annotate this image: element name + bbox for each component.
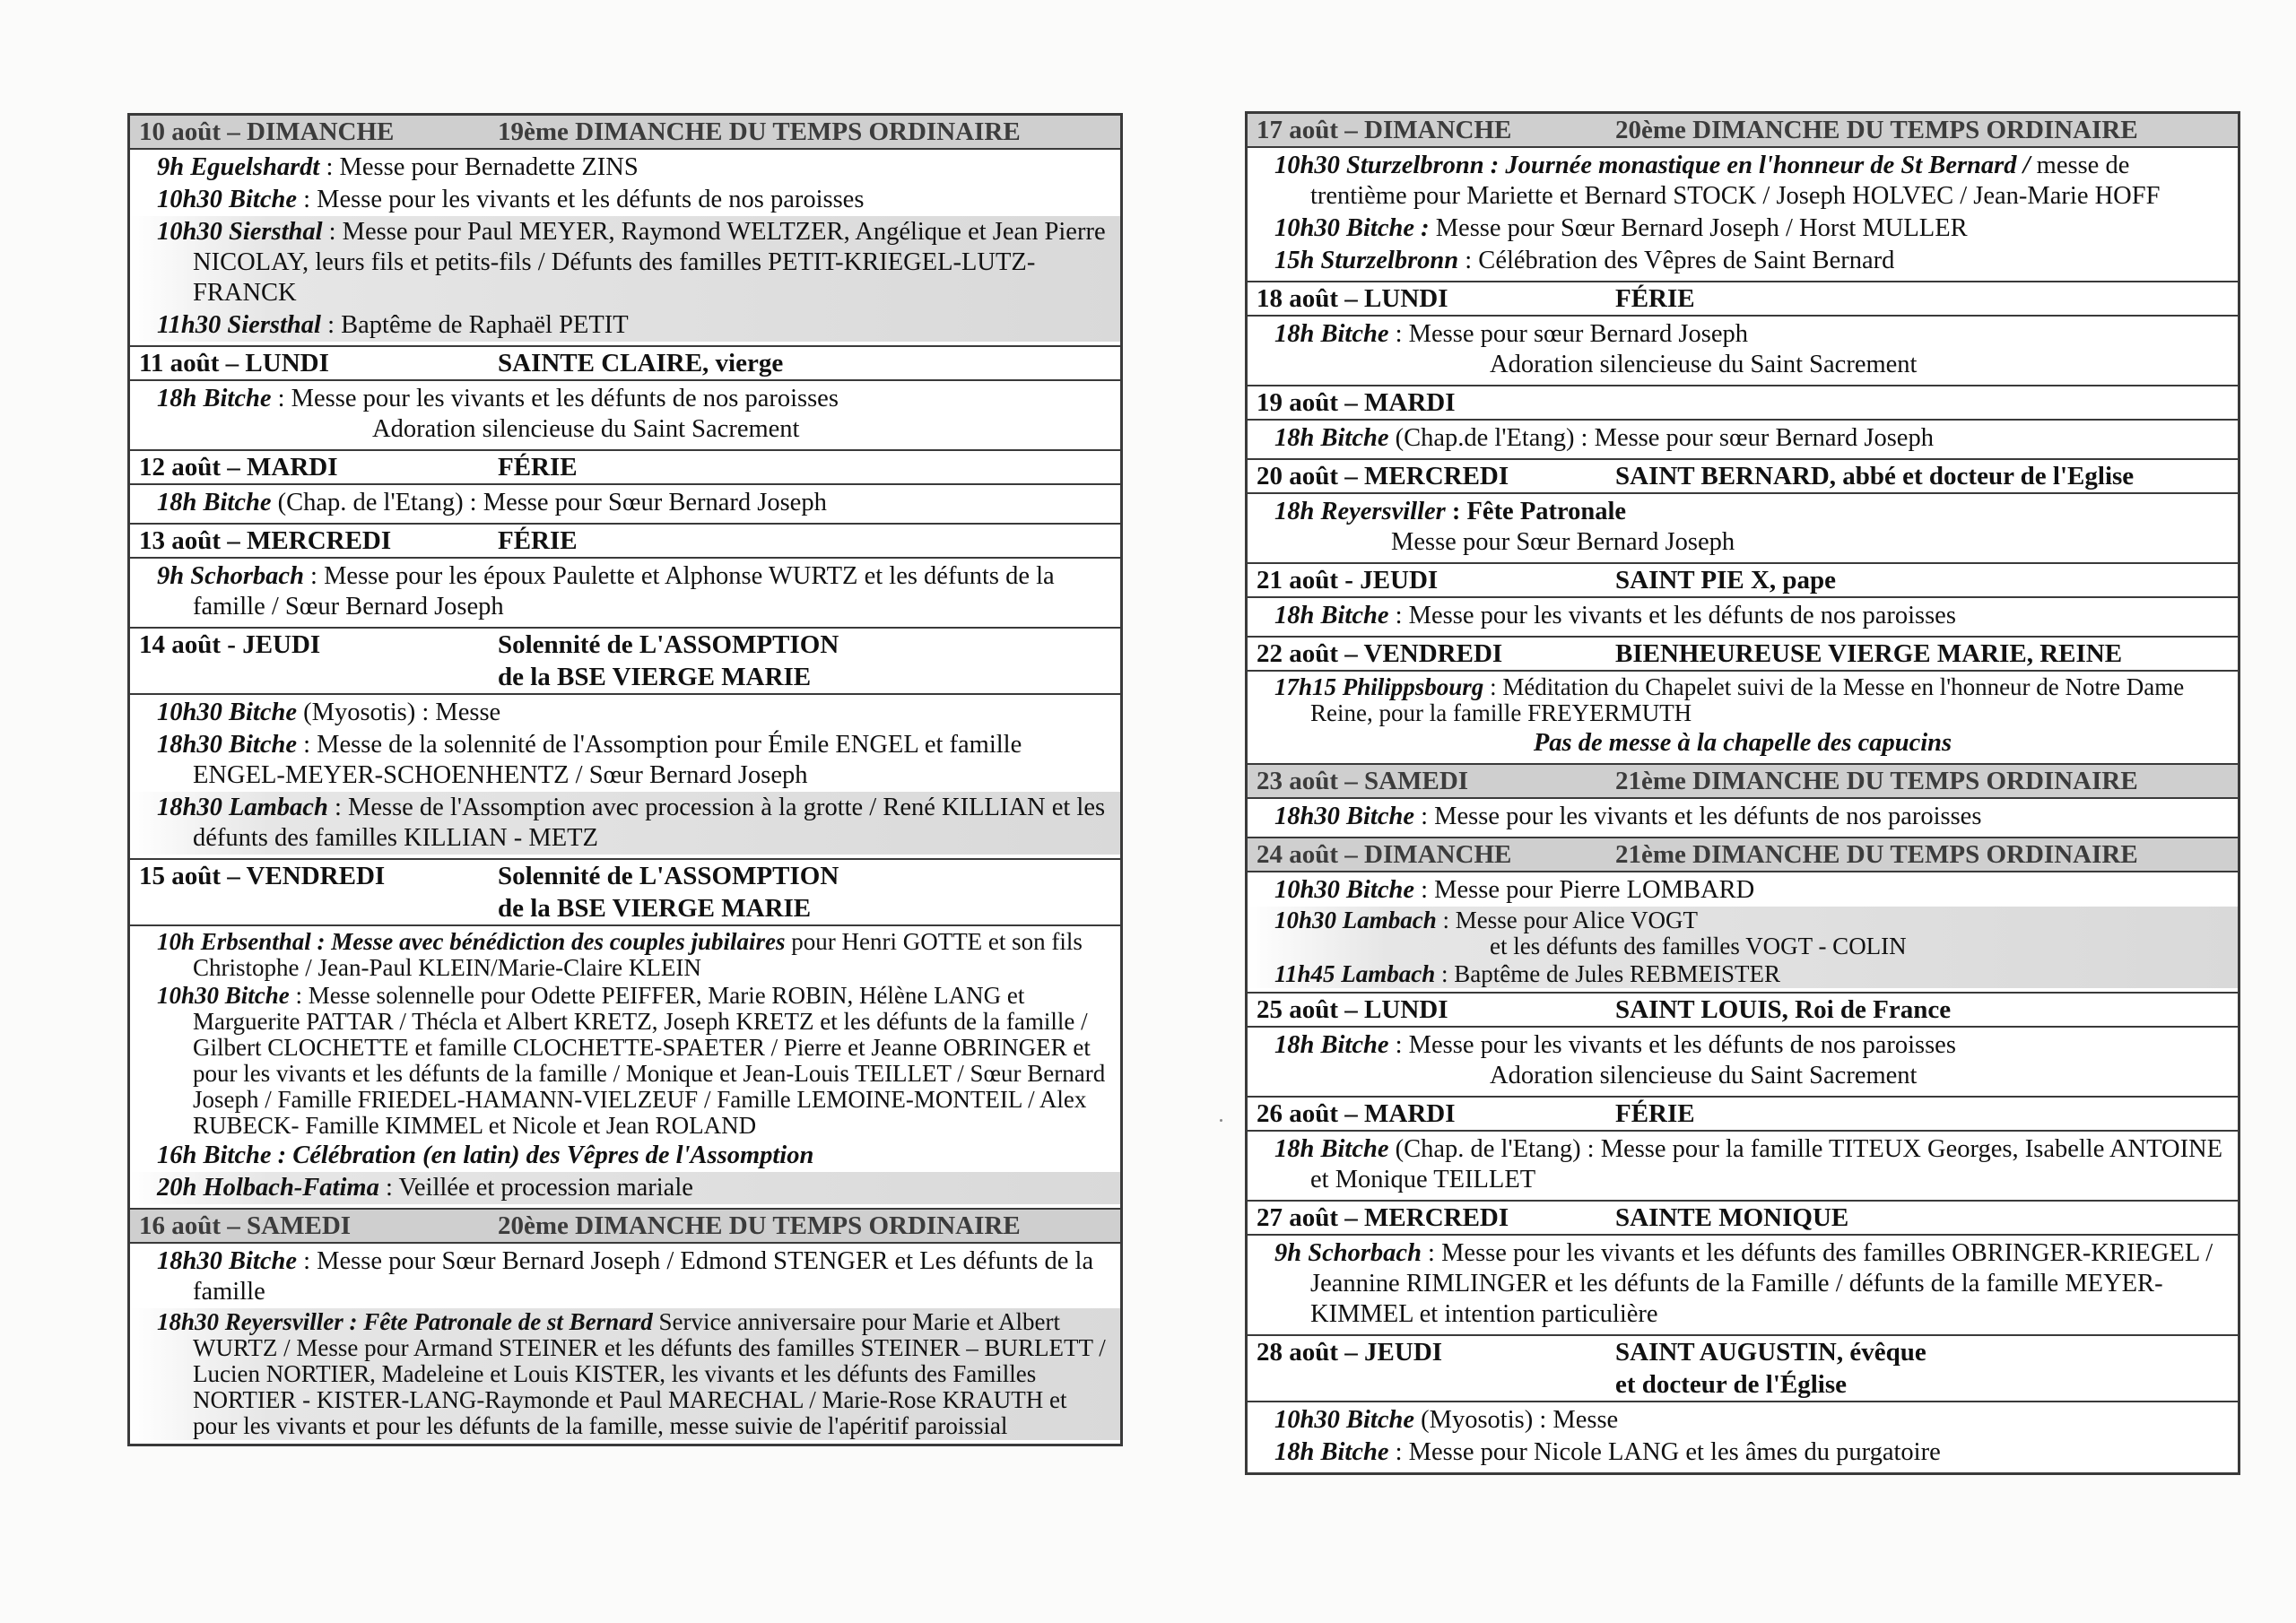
mass-entries	[1248, 872, 2238, 992]
mass-entry	[130, 383, 1120, 446]
mass-entry	[130, 1172, 1120, 1204]
day-date: 12 août – MARDI	[139, 453, 338, 482]
entry-text: : Messe de la solennité de l'Assomption pour Émile ENGEL et famille ENGEL-MEYER-SCHOENHENTZ / Sœur Bernard Joseph	[193, 731, 1022, 789]
entry-text: : Messe pour les vivants et les défunts de nos paroisses	[1413, 803, 1982, 830]
mass-entry	[130, 152, 1120, 184]
feast-line: de la BSE VIERGE MARIE	[498, 894, 812, 923]
mass-entry	[130, 729, 1120, 792]
place-time: 10h30 Bitche	[157, 982, 290, 1009]
place-time: 18h Bitche	[1274, 602, 1389, 629]
entry-text: : Célébration des Vêpres de Saint Bernard	[1458, 247, 1895, 274]
mass-entry	[130, 1140, 1120, 1172]
mass-entry	[1248, 907, 2238, 960]
place-time: 11h30 Siersthal	[157, 311, 321, 339]
entry-text: messe de trentième pour Mariette et Bernard STOCK / Joseph HOLVEC / Jean-Marie HOFF	[1310, 152, 2161, 210]
liturgical-feast	[1615, 1098, 2229, 1130]
day-header	[130, 525, 1120, 559]
day-date: 25 août – LUNDI	[1257, 995, 1448, 1024]
place-time: 10h30 Lambach	[1274, 907, 1437, 933]
scan-speck	[1220, 1119, 1222, 1122]
place-time: 18h Bitche	[1274, 1135, 1389, 1163]
mass-entry	[1248, 801, 2238, 833]
mass-entries	[130, 485, 1120, 523]
day-header	[1248, 1098, 2238, 1132]
day-header	[130, 629, 1120, 695]
mass-entries	[1248, 1132, 2238, 1200]
entry-text: : Méditation du Chapelet suivi de la Messe en l'honneur de Notre Dame Reine, pour la famille FREYERMUTH	[1310, 673, 2185, 726]
entry-text: : Messe pour les époux Paulette et Alphonse WURTZ et les défunts de la famille / Sœur Bernard Joseph	[193, 562, 1055, 621]
feast-line: FÉRIE	[498, 453, 578, 482]
mass-entry	[130, 184, 1120, 216]
liturgical-feast	[1615, 994, 2229, 1026]
entry-text: : Messe pour Paul MEYER, Raymond WELTZER, Angélique et Jean Pierre NICOLAY, leurs fils et petits-fils / Défunts des familles PETIT-KRIEGEL-LUTZ-FRANCK	[193, 218, 1106, 307]
entry-text: : Messe pour les vivants et les défunts de nos paroisses	[296, 186, 865, 213]
place-time: 10h30 Bitche :	[1274, 214, 1430, 242]
mass-entry	[130, 309, 1120, 342]
entry-subline: Adoration silencieuse du Saint Sacrement	[372, 415, 800, 443]
mass-entry	[1248, 1237, 2238, 1331]
day-header	[1248, 638, 2238, 672]
feast-line: SAINT BERNARD, abbé et docteur de l'Eglise	[1615, 462, 2135, 490]
mass-entry	[130, 487, 1120, 519]
mass-entry	[1248, 150, 2238, 213]
feast-line: FÉRIE	[1615, 284, 1695, 313]
day-block	[1248, 763, 2238, 837]
day-header	[1248, 282, 2238, 317]
day-header	[1248, 460, 2238, 494]
mass-entry	[1248, 727, 2238, 759]
day-header	[1248, 838, 2238, 872]
place-time: 9h Eguelshardt	[157, 153, 320, 181]
place-time: 18h Bitche	[1274, 1031, 1389, 1059]
day-header	[130, 1210, 1120, 1244]
liturgical-feast	[1615, 114, 2229, 146]
feast-line: de la BSE VIERGE MARIE	[498, 663, 812, 691]
mass-entry	[130, 982, 1120, 1140]
place-time: 18h30 Lambach	[157, 794, 328, 821]
liturgical-feast	[1615, 838, 2229, 871]
day-block	[1248, 458, 2238, 562]
mass-entries	[1248, 317, 2238, 385]
day-block	[130, 345, 1120, 449]
mass-entries	[130, 559, 1120, 627]
liturgical-feast	[498, 451, 1111, 483]
entry-text: : Messe de l'Assomption avec procession à la grotte / René KILLIAN et les défunts des familles KILLIAN - METZ	[193, 794, 1106, 852]
day-header	[130, 860, 1120, 926]
entry-text: Service anniversaire pour Marie et Albert WURTZ / Messe pour Armand STEINER et les défunts des familles STEINER – BURLETT / Lucien NORTIER, Madeleine et Louis KISTER, les vivants et les défunts des Familles NORTIER - KISTER-LANG-Raymonde et Paul MARECHAL / Marie-Rose KRAUTH et pour les vivants et pour les défunts de la famille, messe suivie de l'apéritif paroissial	[193, 1308, 1106, 1439]
entry-text: (Myosotis) : Messe	[296, 699, 501, 726]
day-header	[1248, 1202, 2238, 1236]
place-time: 10h30 Bitche	[1274, 876, 1414, 904]
day-block	[1248, 114, 2238, 281]
mass-entries	[1248, 1028, 2238, 1096]
mass-entry	[130, 792, 1120, 855]
place-time: 18h Bitche	[157, 385, 272, 412]
feast-line: 20ème DIMANCHE DU TEMPS ORDINAIRE	[1615, 116, 2138, 144]
entry-text: : Fête Patronale	[1445, 498, 1627, 525]
place-time: 18h Bitche	[1274, 1438, 1389, 1466]
place-time: 18h30 Bitche	[157, 1247, 297, 1275]
entry-text: : Baptême de Jules REBMEISTER	[1435, 960, 1780, 987]
feast-line: FÉRIE	[498, 526, 578, 555]
day-block	[1248, 1200, 2238, 1334]
feast-line: et docteur de l'Église	[1615, 1370, 1848, 1399]
liturgical-feast	[1615, 460, 2229, 492]
day-date: 26 août – MARDI	[1257, 1099, 1456, 1128]
liturgical-feast	[1615, 765, 2229, 797]
entry-text: (Chap. de l'Etang) : Messe pour Sœur Bernard Joseph	[271, 489, 827, 516]
place-time: 10h30 Bitche	[157, 186, 297, 213]
mass-entries	[130, 381, 1120, 449]
entry-text: : Messe pour sœur Bernard Joseph	[1388, 320, 1749, 348]
mass-entry	[1248, 318, 2238, 381]
day-block	[1248, 1096, 2238, 1200]
entry-text: pour Henri GOTTE et son fils Christophe / Jean-Paul KLEIN/Marie-Claire KLEIN	[193, 928, 1083, 981]
entry-text: Messe pour Sœur Bernard Joseph / Horst MULLER	[1429, 214, 1968, 242]
feast-line: Solennité de L'ASSOMPTION	[498, 862, 839, 890]
entry-text: : Messe pour Sœur Bernard Joseph / Edmond STENGER et Les défunts de la famille	[193, 1247, 1094, 1306]
feast-line: SAINTE CLAIRE, vierge	[498, 349, 784, 378]
day-date: 19 août – MARDI	[1257, 388, 1456, 417]
place-time: 10h30 Sturzelbronn : Journée monastique en l'honneur de St Bernard /	[1274, 152, 2031, 179]
day-block	[130, 858, 1120, 1208]
day-header	[1248, 114, 2238, 148]
mass-entries	[1248, 672, 2238, 763]
place-time: 18h30 Reyersviller : Fête Patronale de st Bernard	[157, 1308, 653, 1335]
liturgical-feast	[498, 347, 1111, 379]
mass-entry	[130, 216, 1120, 309]
day-header	[130, 347, 1120, 381]
day-header	[1248, 765, 2238, 799]
mass-entry	[1248, 422, 2238, 455]
day-date: 13 août – MERCREDI	[139, 526, 392, 555]
left-schedule-column	[127, 113, 1123, 1446]
entry-text: (Chap.de l'Etang) : Messe pour sœur Bernard Joseph	[1388, 424, 1934, 452]
mass-entry	[130, 1245, 1120, 1308]
feast-line: 21ème DIMANCHE DU TEMPS ORDINAIRE	[1615, 840, 2138, 869]
place-time: 10h Erbsenthal : Messe avec bénédiction des couples jubilaires	[157, 928, 786, 955]
entry-text: : Baptême de Raphaël PETIT	[320, 311, 629, 339]
mass-entry	[1248, 874, 2238, 907]
feast-line: Solennité de L'ASSOMPTION	[498, 630, 839, 659]
right-schedule-column	[1245, 111, 2240, 1475]
day-date: 27 août – MERCREDI	[1257, 1203, 1509, 1232]
entry-text: : Messe pour Alice VOGT	[1436, 907, 1698, 933]
mass-entries	[1248, 494, 2238, 562]
place-time: 18h Bitche	[157, 489, 272, 516]
day-header	[130, 451, 1120, 485]
feast-line: 21ème DIMANCHE DU TEMPS ORDINAIRE	[1615, 767, 2138, 795]
mass-entry	[130, 697, 1120, 729]
day-block	[1248, 837, 2238, 992]
day-date: 28 août – JEUDI	[1257, 1338, 1443, 1367]
liturgical-feast	[1615, 1336, 2229, 1401]
mass-entries	[130, 1244, 1120, 1444]
mass-entry	[1248, 673, 2238, 727]
feast-line: 19ème DIMANCHE DU TEMPS ORDINAIRE	[498, 117, 1021, 146]
mass-entry	[1248, 245, 2238, 277]
mass-entry	[130, 1308, 1120, 1440]
feast-line: 20ème DIMANCHE DU TEMPS ORDINAIRE	[498, 1211, 1021, 1240]
day-header	[1248, 994, 2238, 1028]
feast-line: BIENHEUREUSE VIERGE MARIE, REINE	[1615, 639, 2123, 668]
mass-entry	[1248, 1029, 2238, 1092]
feast-line: SAINT AUGUSTIN, évêque	[1615, 1338, 1926, 1367]
place-time: 18h Reyersviller	[1274, 498, 1446, 525]
mass-entries	[130, 926, 1120, 1208]
feast-line: SAINT LOUIS, Roi de France	[1615, 995, 1952, 1024]
entry-text: : Messe pour Pierre LOMBARD	[1413, 876, 1755, 904]
day-block	[130, 116, 1120, 345]
mass-entry	[130, 560, 1120, 623]
mass-entries	[1248, 421, 2238, 458]
entry-text: (Chap. de l'Etang) : Messe pour la famille TITEUX Georges, Isabelle ANTOINE et Monique TEILLET	[1310, 1135, 2223, 1193]
mass-entry	[1248, 960, 2238, 988]
place-time: 18h Bitche	[1274, 424, 1389, 452]
place-time: 10h30 Bitche	[1274, 1406, 1414, 1434]
day-date: 23 août – SAMEDI	[1257, 767, 1469, 795]
mass-entries	[130, 695, 1120, 858]
liturgical-feast	[498, 860, 1111, 924]
liturgical-feast	[1615, 638, 2229, 670]
liturgical-feast	[1615, 564, 2229, 596]
mass-entry	[130, 928, 1120, 982]
day-header	[1248, 564, 2238, 598]
place-time: 16h Bitche : Célébration (en latin) des Vêpres de l'Assomption	[157, 1141, 814, 1169]
place-time: 9h Schorbach	[157, 562, 304, 590]
day-date: 15 août – VENDREDI	[139, 862, 386, 890]
day-date: 21 août - JEUDI	[1257, 566, 1439, 595]
entry-text: : Veillée et procession mariale	[378, 1174, 693, 1202]
liturgical-feast	[1615, 282, 2229, 315]
entry-text: : Messe pour Bernadette ZINS	[319, 153, 639, 181]
entry-subline: et les défunts des familles VOGT - COLIN	[1490, 933, 1907, 959]
place-time: 18h Bitche	[1274, 320, 1389, 348]
day-header	[1248, 386, 2238, 421]
day-block	[1248, 385, 2238, 458]
day-date: 22 août – VENDREDI	[1257, 639, 1503, 668]
mass-entries	[1248, 1402, 2238, 1472]
day-block	[130, 627, 1120, 858]
mass-entry	[1248, 496, 2238, 559]
day-block	[130, 1208, 1120, 1444]
place-time: 15h Sturzelbronn	[1274, 247, 1459, 274]
day-block	[130, 449, 1120, 523]
day-date: 17 août – DIMANCHE	[1257, 116, 1512, 144]
mass-entry	[1248, 600, 2238, 632]
place-time: 18h30 Bitche	[1274, 803, 1414, 830]
entry-subline: Adoration silencieuse du Saint Sacrement	[1490, 351, 1918, 378]
liturgical-feast	[498, 629, 1111, 693]
mass-entry	[1248, 1133, 2238, 1196]
entry-subline: Messe pour Sœur Bernard Joseph	[1391, 528, 1735, 556]
place-time: 10h30 Siersthal	[157, 218, 323, 246]
entry-text: (Myosotis) : Messe	[1413, 1406, 1619, 1434]
day-block	[1248, 281, 2238, 385]
day-date: 14 août - JEUDI	[139, 630, 321, 659]
entry-text: Pas de messe à la chapelle des capucins	[1533, 729, 1952, 757]
mass-entries	[1248, 148, 2238, 281]
entry-text: : Messe pour les vivants et les défunts des familles OBRINGER-KRIEGEL / Jeannine RIMLINGER et les défunts de la Famille / défunts de la famille MEYER-KIMMEL et intention particulière	[1310, 1239, 2213, 1328]
liturgical-feast	[498, 116, 1111, 148]
day-header	[1248, 1336, 2238, 1402]
place-time: 11h45 Lambach	[1274, 960, 1436, 987]
day-block	[1248, 992, 2238, 1096]
entry-text: : Messe pour les vivants et les défunts de nos paroisses	[1388, 602, 1956, 629]
feast-line: SAINTE MONIQUE	[1615, 1203, 1849, 1232]
entry-text: : Messe pour Nicole LANG et les âmes du purgatoire	[1388, 1438, 1941, 1466]
day-date: 16 août – SAMEDI	[139, 1211, 352, 1240]
mass-entry	[1248, 1404, 2238, 1436]
place-time: 17h15 Philippsbourg	[1274, 673, 1484, 700]
day-header	[130, 116, 1120, 150]
entry-subline: Adoration silencieuse du Saint Sacrement	[1490, 1062, 1918, 1089]
mass-entries	[1248, 799, 2238, 837]
place-time: 20h Holbach-Fatima	[157, 1174, 379, 1202]
entry-text: : Messe pour les vivants et les défunts de nos paroisses	[271, 385, 839, 412]
place-time: 9h Schorbach	[1274, 1239, 1422, 1267]
day-block	[130, 523, 1120, 627]
entry-text: : Messe pour les vivants et les défunts de nos paroisses	[1388, 1031, 1956, 1059]
day-block	[1248, 1334, 2238, 1472]
mass-entry	[1248, 213, 2238, 245]
mass-entries	[1248, 1236, 2238, 1334]
mass-entry	[1248, 1436, 2238, 1469]
place-time: 10h30 Bitche	[157, 699, 297, 726]
liturgical-feast	[498, 525, 1111, 557]
day-date: 20 août – MERCREDI	[1257, 462, 1509, 490]
entry-text: : Messe solennelle pour Odette PEIFFER, Marie ROBIN, Hélène LANG et Marguerite PATTAR / Thécla et Albert KRETZ, Joseph KRETZ et les défunts de la famille / Gilbert CLOCHETTE et famille CLOCHETTE-SPAETER / Pierre et Jeanne OBRINGER et pour les vivants et les défunts de la famille / Monique et Jean-Louis TEILLET / Sœur Bernard Joseph / Famille FRIEDEL-HAMANN-VIELZEUF / Famille LEMOINE-MONTEIL / Alex RUBECK- Famille KIMMEL et Nicole et Jean ROLAND	[193, 982, 1106, 1139]
mass-entries	[1248, 598, 2238, 636]
day-date: 10 août – DIMANCHE	[139, 117, 395, 146]
mass-entries	[130, 150, 1120, 345]
feast-line: FÉRIE	[1615, 1099, 1695, 1128]
day-block	[1248, 636, 2238, 763]
place-time: 18h30 Bitche	[157, 731, 297, 759]
liturgical-feast	[498, 1210, 1111, 1242]
day-block	[1248, 562, 2238, 636]
feast-line: SAINT PIE X, pape	[1615, 566, 1837, 595]
day-date: 24 août – DIMANCHE	[1257, 840, 1512, 869]
day-date: 11 août – LUNDI	[139, 349, 329, 378]
day-date: 18 août – LUNDI	[1257, 284, 1448, 313]
liturgical-feast	[1615, 1202, 2229, 1234]
